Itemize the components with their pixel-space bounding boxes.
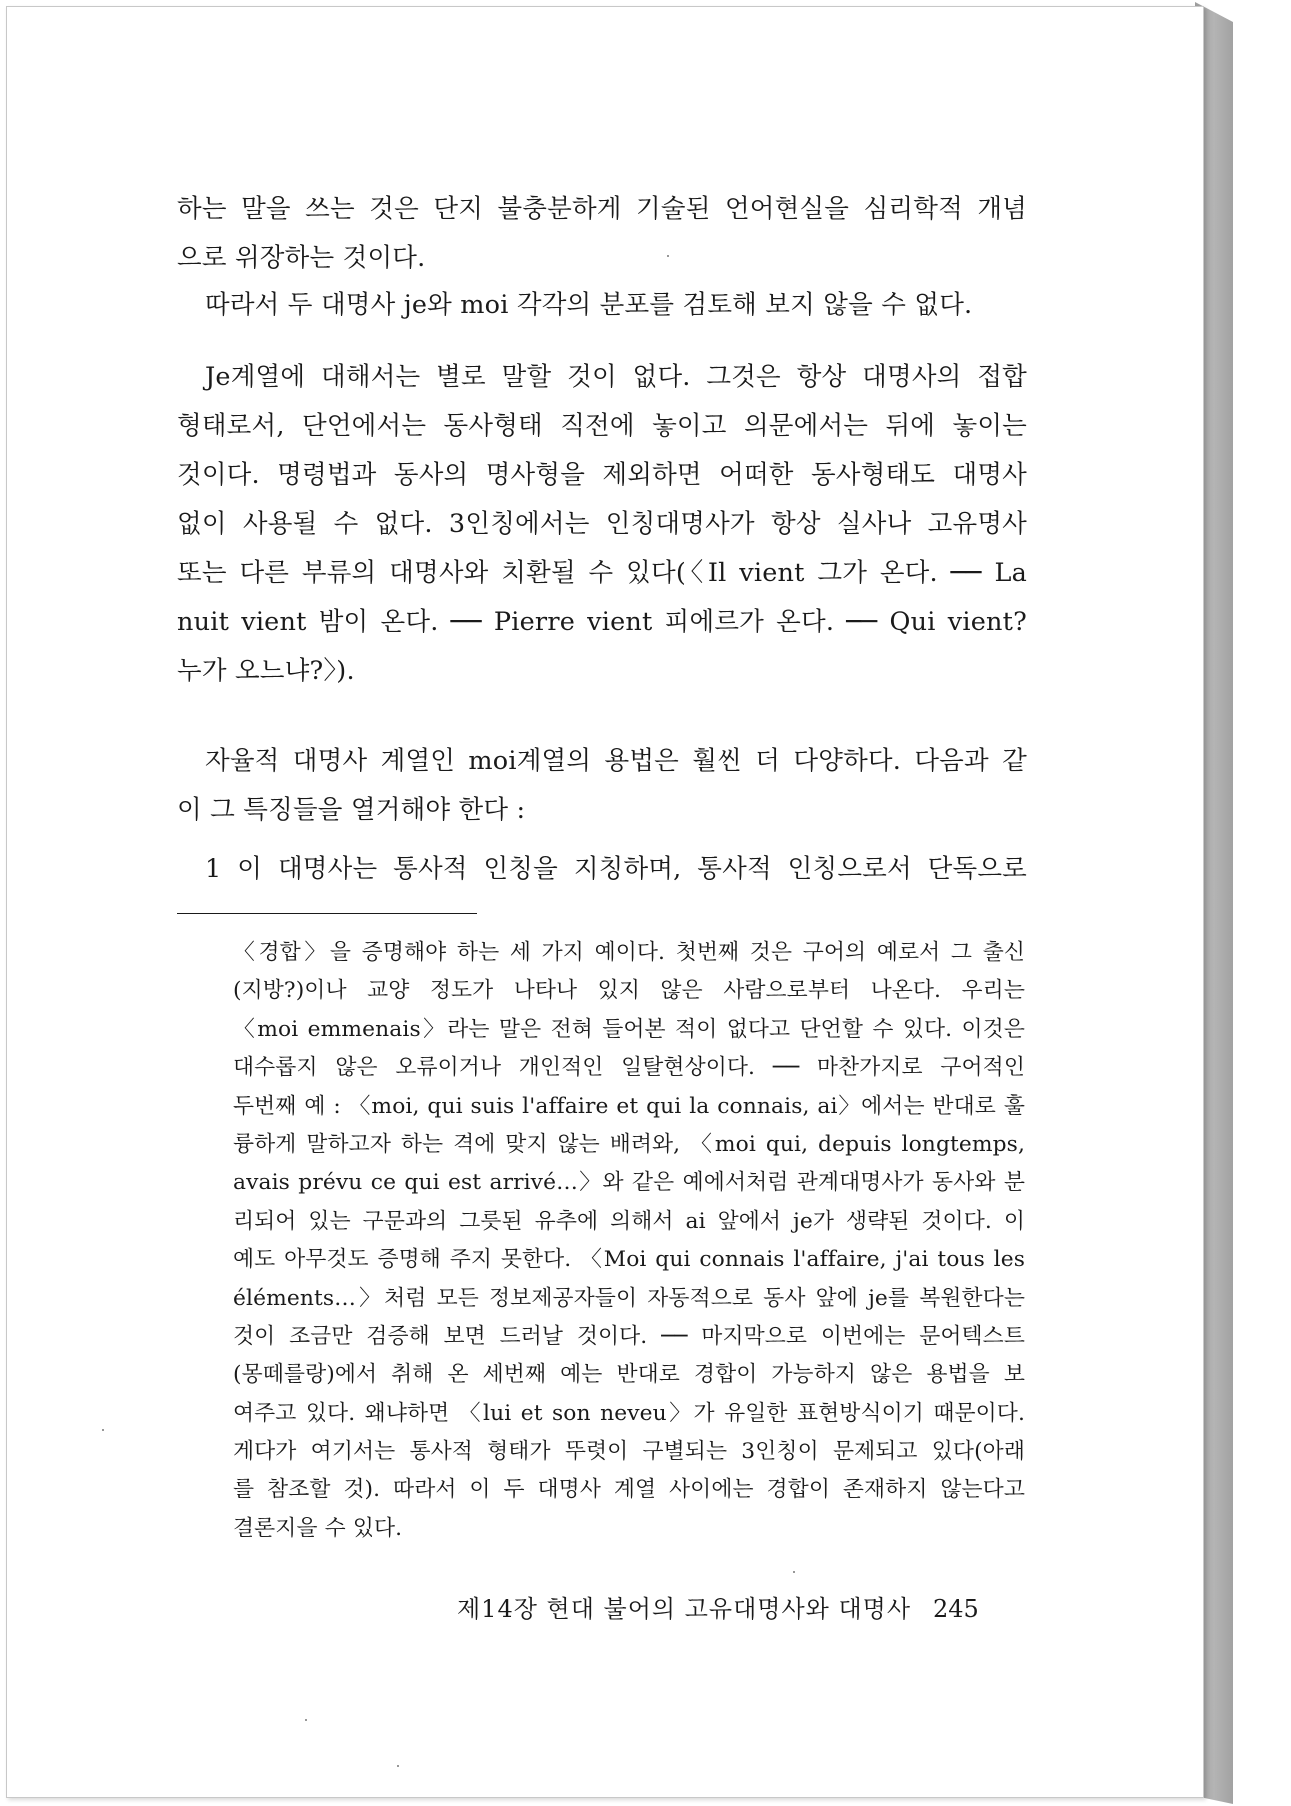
footnote-line: 것이 조금만 검증해 보면 드러날 것이다. ── 마지막으로 이번에는 문어텍스트 xyxy=(233,1323,1025,1349)
footnote-line: 예도 아무것도 증명해 주지 못한다. 〈Moi qui connais l'affaire, j'ai tous les xyxy=(233,1247,1025,1273)
footnote-line: avais prévu ce qui est arrivé…〉와 같은 예에서처럼 관계대명사가 동사와 분 xyxy=(233,1170,1025,1196)
footnote-line: 리되어 있는 구문과의 그릇된 유추에 의해서 ai 앞에서 je가 생략된 것이다. 이 xyxy=(233,1208,1025,1234)
body-paragraph-1 xyxy=(177,185,1027,283)
text-line: 것이다. 명령법과 동사의 명사형을 제외하면 어떠한 동사형태도 대명사 xyxy=(177,460,1027,490)
scan-speck xyxy=(667,255,669,257)
page-number: 245 xyxy=(933,1595,979,1623)
footnote-line: 를 참조할 것). 따라서 이 두 대명사 계열 사이에는 경합이 존재하지 않는다고 xyxy=(233,1477,1025,1503)
footnote-line: (지방?)이나 교양 정도가 나타나 있지 않은 사람으로부터 나온다. 우리는 xyxy=(233,978,1025,1004)
footnote-line: 륭하게 말하고자 하는 격에 맞지 않는 배려와, 〈moi qui, depuis longtemps, xyxy=(233,1131,1025,1157)
text-line: 또는 다른 부류의 대명사와 치환될 수 있다(〈Il vient 그가 온다. ── La xyxy=(177,558,1027,588)
footnote xyxy=(233,934,1025,1548)
text-line: 따라서 두 대명사 je와 moi 각각의 분포를 검토해 보지 않을 수 없다. xyxy=(205,290,973,320)
footnote-line: (몽떼를랑)에서 취해 온 세번째 예는 반대로 경합이 가능하지 않은 용법을 보 xyxy=(233,1362,1025,1388)
footnote-line: 〈경합〉을 증명해야 하는 세 가지 예이다. 첫번째 것은 구어의 예로서 그 출신 xyxy=(233,940,1025,965)
footnote-line: 〈moi emmenais〉라는 말은 전혀 들어본 적이 없다고 단언할 수 있다. 이것은 xyxy=(233,1016,1025,1042)
text-line: Je계열에 대해서는 별로 말할 것이 없다. 그것은 항상 대명사의 접합 xyxy=(205,362,1027,392)
scan-speck xyxy=(305,1719,307,1721)
footnote-line: 대수롭지 않은 오류이거나 개인적인 일탈현상이다. ── 마찬가지로 구어적인 xyxy=(233,1055,1025,1081)
running-footer xyxy=(457,1589,1002,1624)
footnote-line: 게다가 여기서는 통사적 형태가 뚜렷이 구별되는 3인칭이 문제되고 있다(아래 xyxy=(233,1439,1025,1465)
body-paragraph-2 xyxy=(177,281,1027,330)
text-line: nuit vient 밤이 온다. ── Pierre vient 피에르가 온다. ── Qui vient? xyxy=(177,607,1027,637)
text-line: 하는 말을 쓰는 것은 단지 불충분하게 기술된 언어현실을 심리학적 개념 xyxy=(177,194,1027,224)
body-paragraph-3 xyxy=(177,353,1027,696)
chapter-title: 제14장 현대 불어의 고유대명사와 대명사 xyxy=(457,1595,911,1623)
footnote-separator xyxy=(177,913,477,914)
footnote-line: 결론지을 수 있다. xyxy=(233,1515,403,1541)
body-paragraph-5 xyxy=(177,845,1027,894)
text-line: 없이 사용될 수 없다. 3인칭에서는 인칭대명사가 항상 실사나 고유명사 xyxy=(177,509,1027,539)
footnote-line: 여주고 있다. 왜냐하면 〈lui et son neveu〉가 유일한 표현방식이기 때문이다. xyxy=(233,1400,1025,1426)
text-line: 으로 위장하는 것이다. xyxy=(177,243,426,273)
footnote-line: 두번째 예 : 〈moi, qui suis l'affaire et qui la connais, ai〉에서는 반대로 훌 xyxy=(233,1093,1025,1119)
scan-speck xyxy=(397,1765,399,1767)
text-line: 형태로서, 단언에서는 동사형태 직전에 놓이고 의문에서는 뒤에 놓이는 xyxy=(177,411,1027,441)
text-line: 이 그 특징들을 열거해야 한다 : xyxy=(177,795,526,825)
text-line: 자율적 대명사 계열인 moi계열의 용법은 훨씬 더 다양하다. 다음과 같 xyxy=(205,746,1027,776)
book-page xyxy=(6,6,1204,1798)
body-paragraph-4 xyxy=(177,737,1027,835)
scan-speck xyxy=(793,1571,795,1573)
text-line: 누가 오느냐?〉). xyxy=(177,656,355,686)
footnote-line: éléments…〉처럼 모든 정보제공자들이 자동적으로 동사 앞에 je를 복원한다는 xyxy=(233,1285,1025,1311)
text-line: 1 이 대명사는 통사적 인칭을 지칭하며, 통사적 인칭으로서 단독으로 xyxy=(205,854,1027,884)
book-page-edge xyxy=(1195,0,1277,1806)
scan-speck xyxy=(102,1429,104,1431)
